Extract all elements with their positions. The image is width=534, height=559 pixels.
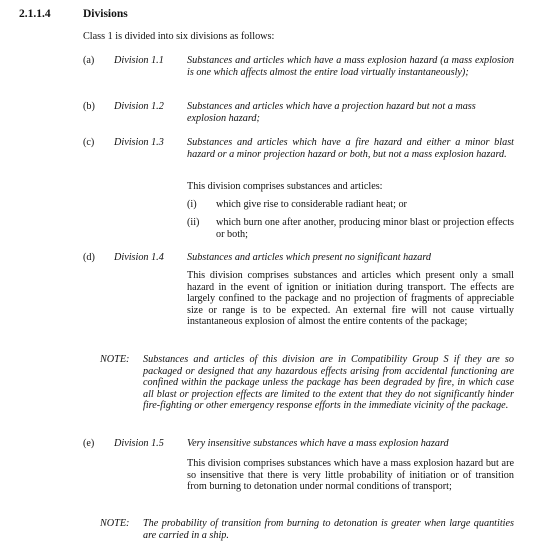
division-c-name: Division 1.3 [114, 137, 164, 148]
division-b-marker: (b) [83, 101, 95, 112]
division-d-marker: (d) [83, 252, 95, 263]
division-e-marker: (e) [83, 438, 95, 449]
division-a-name: Division 1.1 [114, 55, 164, 66]
division-c-subitem-2-marker: (ii) [187, 217, 200, 228]
division-e-name: Division 1.5 [114, 438, 164, 449]
division-c-subitem-1-marker: (i) [187, 199, 197, 210]
division-d-description: This division comprises substances and articles which present only a small hazard in the event of ignition or initiation during transport. The effects are largely confined to the package and no projection of fragments of appreciable size or range is to be expected. An external fire will not cause virtually instantaneous explosion of almost the entire contents of the package; [187, 270, 514, 328]
division-c-subitem-2-text: which burn one after another, producing minor blast or projection effects or both; [216, 217, 514, 240]
division-b-definition: Substances and articles which have a projection hazard but not a mass explosion hazard; [187, 101, 476, 124]
division-c-subitem-1-text: which give rise to considerable radiant heat; or [216, 199, 407, 210]
division-d-note-label: NOTE: [100, 354, 130, 365]
division-c-definition: Substances and articles which have a fire hazard and either a minor blast hazard or a minor projection hazard or both, but not a mass explosion hazard. [187, 137, 514, 160]
division-d-note: Substances and articles of this division are in Compatibility Group S if they are so packaged or designed that any hazardous effects arising from accidental functioning are confined within the package unless the package has been degraded by fire, in which case all blast or projection effects are limited to the extent that they do not significantly hinder fire-fighting or other emergency response efforts in the immediate vicinity of the package. [143, 354, 514, 412]
division-c-note-intro: This division comprises substances and articles: [187, 181, 383, 192]
section-number: 2.1.1.4 [19, 8, 51, 20]
division-d-name: Division 1.4 [114, 252, 164, 263]
division-c-marker: (c) [83, 137, 95, 148]
division-e-definition: Very insensitive substances which have a mass explosion hazard [187, 438, 449, 449]
division-e-note-label: NOTE: [100, 518, 130, 529]
section-intro: Class 1 is divided into six divisions as follows: [83, 31, 275, 42]
division-d-definition: Substances and articles which present no significant hazard [187, 252, 432, 263]
division-a-marker: (a) [83, 55, 95, 66]
division-b-name: Division 1.2 [114, 101, 164, 112]
section-title: Divisions [83, 8, 128, 20]
division-a-definition: Substances and articles which have a mass explosion hazard (a mass explosion is one which affects almost the entire load virtually instantaneously); [187, 55, 514, 78]
division-e-note: The probability of transition from burning to detonation is greater when large quantities are carried in a ship. [143, 518, 514, 541]
division-e-description: This division comprises substances which have a mass explosion hazard but are so insensitive that there is very little probability of initiation or of transition from burning to detonation under normal conditions of transport; [187, 458, 514, 493]
